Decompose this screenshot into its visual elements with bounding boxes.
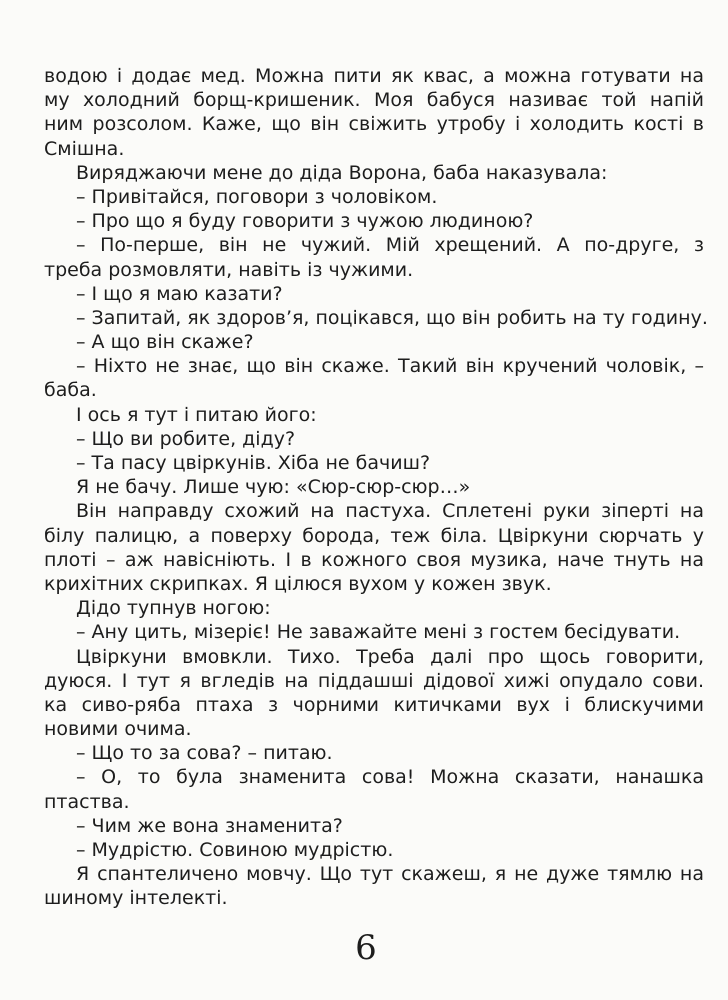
text-line: Смішна. — [44, 137, 125, 160]
text-line: ка сиво-ряба птаха з чорними китичками вух і блискучими — [44, 693, 704, 716]
text-line: плоті – аж навісніють. І в кожного своя музика, наче тнуть на — [44, 548, 704, 571]
text-line: птаства. — [44, 790, 130, 813]
text-line: Я спантеличено мовчу. Що тут скажеш, я не дуже тямлю на — [76, 863, 704, 886]
text-line: – Запитай, як здоров’я, поцікався, що він робить на ту годину. — [76, 306, 708, 329]
text-line: баба. — [44, 379, 97, 402]
text-line: ним розсолом. Каже, що він свіжить утробу і холодить кості в — [44, 113, 704, 136]
text-line: треба розмовляти, навіть із чужими. — [44, 258, 414, 281]
text-line: – Ану цить, мізеріє! Не заважайте мені з гостем бесідувати. — [76, 621, 681, 644]
body-text — [44, 64, 708, 911]
text-line: крихітних скрипках. Я цілюся вухом у кожен звук. — [44, 572, 552, 595]
text-line: білу палицю, а поверху борода, теж біла. Цвіркуни сюрчать у — [44, 524, 704, 547]
text-line: му холодний борщ-кришеник. Моя бабуся називає той напій — [44, 89, 704, 112]
text-line: І ось я тут і питаю його: — [76, 403, 317, 426]
text-line: новими очима. — [44, 718, 192, 741]
text-line: – А що він скаже? — [76, 331, 254, 354]
text-line: – Про що я буду говорити з чужою людиною? — [76, 210, 534, 233]
text-line: – О, то була знаменита сова! Можна сказати, нанашка — [76, 766, 704, 789]
text-line: Виряджаючи мене до діда Ворона, баба наказувала: — [76, 161, 608, 184]
text-line: шиному інтелекті. — [44, 887, 228, 910]
text-line: – Що ви робите, діду? — [76, 427, 296, 450]
text-line: Він направду схожий на пастуха. Сплетені руки зіперті на — [76, 500, 704, 523]
text-line: – Чим же вона знаменита? — [76, 814, 343, 837]
text-line: Дідо тупнув ногою: — [76, 597, 271, 620]
text-line: – Привітайся, поговори з чоловіком. — [76, 185, 438, 208]
text-line: Я не бачу. Лише чую: «Сюр-сюр-сюр…» — [76, 476, 471, 499]
text-line: – Мудрістю. Совиною мудрістю. — [76, 839, 394, 861]
text-line: – І що я маю казати? — [76, 282, 283, 305]
text-line: – Що то за сова? – питаю. — [76, 742, 333, 765]
text-line: – Ніхто не знає, що він скаже. Такий він кручений чоловік, – — [76, 355, 704, 378]
text-line: – Та пасу цвіркунів. Хіба не бачиш? — [76, 452, 431, 474]
text-line: Цвіркуни вмовкли. Тихо. Треба далі про щось говорити, — [76, 645, 704, 668]
text-line: дуюся. І тут я вгледів на піддашші дідової хижі опудало сови. — [44, 669, 704, 692]
text-line: водою і додає мед. Можна пити як квас, а можна готувати на — [44, 65, 704, 87]
text-line: – По-перше, він не чужий. Мій хрещений. А по-друге, з — [76, 234, 704, 257]
page-number: 6 — [355, 928, 377, 968]
